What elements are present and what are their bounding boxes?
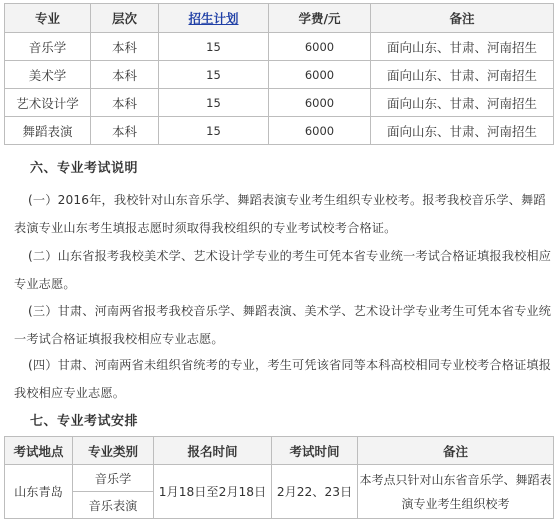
col-header-enrollment-plan-link[interactable]: 招生计划 (159, 4, 269, 33)
cell-remarks: 面向山东、甘肃、河南招生 (371, 33, 554, 61)
cell-remarks: 面向山东、甘肃、河南招生 (371, 117, 554, 145)
cell-remarks: 面向山东、甘肃、河南招生 (371, 89, 554, 117)
cell-tuition: 6000 (269, 89, 371, 117)
table-row (5, 61, 554, 89)
section-heading-exam-schedule: 七、专业考试安排 (30, 414, 139, 429)
cell-major: 舞蹈表演 (5, 117, 91, 145)
table-header-row (5, 4, 554, 33)
cell-plan: 15 (159, 89, 269, 117)
cell-registration: 1月18日至2月18日 (154, 465, 272, 519)
cell-exam-time: 2月22、23日 (272, 465, 358, 519)
paragraph-2: (二）山东省报考我校美术学、艺术设计学专业的考生可凭本省专业统一考试合格证填报我校相应专业志愿。 (14, 249, 552, 291)
cell-remarks: 本考点只针对山东省音乐学、舞蹈表演专业考生组织校考 (358, 465, 554, 519)
cell-tuition: 6000 (269, 61, 371, 89)
col-header-remarks: 备注 (358, 437, 554, 465)
cell-plan: 15 (159, 33, 269, 61)
col-header-remarks: 备注 (371, 4, 554, 33)
exam-schedule-table (4, 436, 554, 519)
col-header-tuition: 学费/元 (269, 4, 371, 33)
paragraph-4: (四）甘肃、河南两省未组织省统考的专业，考生可凭该省同等本科高校相同专业校考合格证填报我校相应专业志愿。 (14, 358, 552, 400)
cell-remarks: 面向山东、甘肃、河南招生 (371, 61, 554, 89)
cell-level: 本科 (91, 89, 159, 117)
paragraph-1: (一）2016年，我校针对山东音乐学、舞蹈表演专业考生组织专业校考。报考我校音乐学、舞蹈表演专业山东考生填报志愿时须取得我校组织的专业考试校考合格证。 (14, 193, 546, 235)
table-header-row (5, 437, 554, 465)
col-header-exam-time: 考试时间 (272, 437, 358, 465)
enrollment-plan-table (4, 3, 554, 145)
table-row (5, 33, 554, 61)
paragraph-3: (三）甘肃、河南两省报考我校音乐学、舞蹈表演、美术学、艺术设计学专业考生可凭本省专业统一考试合格证填报我校相应专业志愿。 (14, 304, 552, 346)
cell-category: 音乐学 (73, 465, 154, 492)
table-row (5, 89, 554, 117)
cell-level: 本科 (91, 33, 159, 61)
cell-plan: 15 (159, 61, 269, 89)
col-header-level: 层次 (91, 4, 159, 33)
cell-tuition: 6000 (269, 117, 371, 145)
cell-level: 本科 (91, 61, 159, 89)
cell-plan: 15 (159, 117, 269, 145)
table-row (5, 117, 554, 145)
col-header-registration: 报名时间 (154, 437, 272, 465)
col-header-location: 考试地点 (5, 437, 73, 465)
cell-major: 美术学 (5, 61, 91, 89)
cell-category: 音乐表演 (73, 492, 154, 519)
cell-major: 艺术设计学 (5, 89, 91, 117)
table-row (5, 465, 554, 492)
cell-major: 音乐学 (5, 33, 91, 61)
col-header-major: 专业 (5, 4, 91, 33)
cell-level: 本科 (91, 117, 159, 145)
section-heading-exam-notes: 六、专业考试说明 (30, 161, 139, 176)
cell-location: 山东青岛 (5, 465, 73, 519)
cell-tuition: 6000 (269, 33, 371, 61)
col-header-category: 专业类别 (73, 437, 154, 465)
